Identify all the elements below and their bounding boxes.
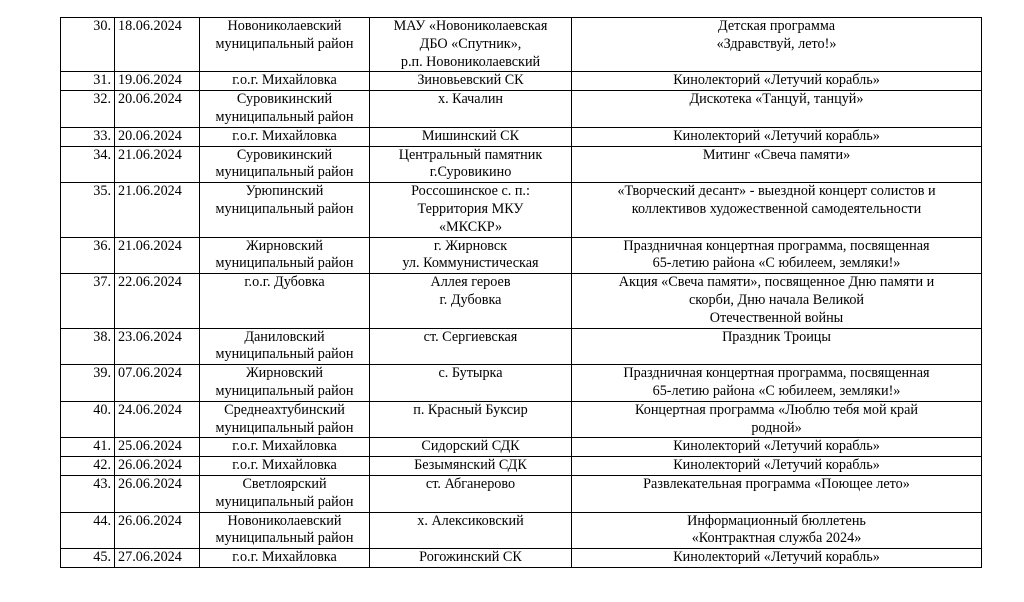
event-date: 26.06.2024 [115, 512, 200, 549]
venue: ст. Сергиевская [370, 328, 572, 365]
district: Урюпинский муниципальный район [200, 183, 370, 237]
table-row [61, 549, 982, 568]
event-title: Митинг «Свеча памяти» [572, 146, 982, 183]
row-number: 42. [61, 457, 115, 476]
table-row [61, 328, 982, 365]
table-row [61, 146, 982, 183]
event-date: 21.06.2024 [115, 146, 200, 183]
event-date: 18.06.2024 [115, 18, 200, 72]
row-number: 36. [61, 237, 115, 274]
venue: Аллея героев г. Дубовка [370, 274, 572, 328]
event-date: 07.06.2024 [115, 365, 200, 402]
district: г.о.г. Михайловка [200, 438, 370, 457]
table-row [61, 72, 982, 91]
event-title: Кинолекторий «Летучий корабль» [572, 457, 982, 476]
event-title: Развлекательная программа «Поющее лето» [572, 475, 982, 512]
venue: Зиновьевский СК [370, 72, 572, 91]
venue: с. Бутырка [370, 365, 572, 402]
event-date: 19.06.2024 [115, 72, 200, 91]
event-title: Кинолекторий «Летучий корабль» [572, 438, 982, 457]
venue: Безымянский СДК [370, 457, 572, 476]
events-table [60, 17, 982, 568]
event-date: 20.06.2024 [115, 127, 200, 146]
table-row [61, 475, 982, 512]
row-number: 37. [61, 274, 115, 328]
event-date: 26.06.2024 [115, 475, 200, 512]
district: г.о.г. Михайловка [200, 127, 370, 146]
row-number: 40. [61, 401, 115, 438]
event-title: Акция «Свеча памяти», посвященное Дню памяти и скорби, Дню начала Великой Отечественной войны [572, 274, 982, 328]
district: Светлоярский муниципальный район [200, 475, 370, 512]
row-number: 34. [61, 146, 115, 183]
event-title: Кинолекторий «Летучий корабль» [572, 127, 982, 146]
district: г.о.г. Михайловка [200, 72, 370, 91]
row-number: 44. [61, 512, 115, 549]
district: Жирновский муниципальный район [200, 237, 370, 274]
row-number: 32. [61, 91, 115, 128]
event-title: Праздничная концертная программа, посвященная 65-летию района «С юбилеем, земляки!» [572, 365, 982, 402]
row-number: 41. [61, 438, 115, 457]
event-title: Праздничная концертная программа, посвященная 65-летию района «С юбилеем, земляки!» [572, 237, 982, 274]
venue: ст. Абганерово [370, 475, 572, 512]
event-date: 20.06.2024 [115, 91, 200, 128]
district: Суровикинский муниципальный район [200, 91, 370, 128]
event-date: 26.06.2024 [115, 457, 200, 476]
event-date: 27.06.2024 [115, 549, 200, 568]
table-row [61, 457, 982, 476]
venue: Сидорский СДК [370, 438, 572, 457]
event-date: 21.06.2024 [115, 183, 200, 237]
district: г.о.г. Михайловка [200, 549, 370, 568]
event-title: Концертная программа «Люблю тебя мой край родной» [572, 401, 982, 438]
event-title: Детская программа «Здравствуй, лето!» [572, 18, 982, 72]
row-number: 45. [61, 549, 115, 568]
venue: Рогожинский СК [370, 549, 572, 568]
venue: МАУ «Новониколаевская ДБО «Спутник», р.п. Новониколаевский [370, 18, 572, 72]
district: Новониколаевский муниципальный район [200, 512, 370, 549]
district: Жирновский муниципальный район [200, 365, 370, 402]
venue: г. Жирновск ул. Коммунистическая [370, 237, 572, 274]
district: г.о.г. Михайловка [200, 457, 370, 476]
event-title: Кинолекторий «Летучий корабль» [572, 72, 982, 91]
table-row [61, 91, 982, 128]
district: г.о.г. Дубовка [200, 274, 370, 328]
row-number: 38. [61, 328, 115, 365]
table-row [61, 127, 982, 146]
table-row [61, 512, 982, 549]
row-number: 31. [61, 72, 115, 91]
event-date: 21.06.2024 [115, 237, 200, 274]
table-row [61, 237, 982, 274]
table-row [61, 18, 982, 72]
venue: п. Красный Буксир [370, 401, 572, 438]
row-number: 43. [61, 475, 115, 512]
table-row [61, 365, 982, 402]
events-table-body [61, 18, 982, 568]
venue: Россошинское с. п.: Территория МКУ «МКСКР» [370, 183, 572, 237]
district: Даниловский муниципальный район [200, 328, 370, 365]
row-number: 39. [61, 365, 115, 402]
row-number: 30. [61, 18, 115, 72]
event-title: Дискотека «Танцуй, танцуй» [572, 91, 982, 128]
event-title: Информационный бюллетень «Контрактная служба 2024» [572, 512, 982, 549]
event-title: Праздник Троицы [572, 328, 982, 365]
event-date: 23.06.2024 [115, 328, 200, 365]
row-number: 35. [61, 183, 115, 237]
district: Новониколаевский муниципальный район [200, 18, 370, 72]
table-row [61, 274, 982, 328]
event-title: «Творческий десант» - выездной концерт солистов и коллективов художественной самодеятельности [572, 183, 982, 237]
event-date: 22.06.2024 [115, 274, 200, 328]
table-row [61, 438, 982, 457]
venue: х. Качалин [370, 91, 572, 128]
table-row [61, 401, 982, 438]
venue: Мишинский СК [370, 127, 572, 146]
venue: х. Алексиковский [370, 512, 572, 549]
event-title: Кинолекторий «Летучий корабль» [572, 549, 982, 568]
row-number: 33. [61, 127, 115, 146]
district: Среднеахтубинский муниципальный район [200, 401, 370, 438]
event-date: 25.06.2024 [115, 438, 200, 457]
district: Суровикинский муниципальный район [200, 146, 370, 183]
event-date: 24.06.2024 [115, 401, 200, 438]
table-row [61, 183, 982, 237]
venue: Центральный памятник г.Суровикино [370, 146, 572, 183]
